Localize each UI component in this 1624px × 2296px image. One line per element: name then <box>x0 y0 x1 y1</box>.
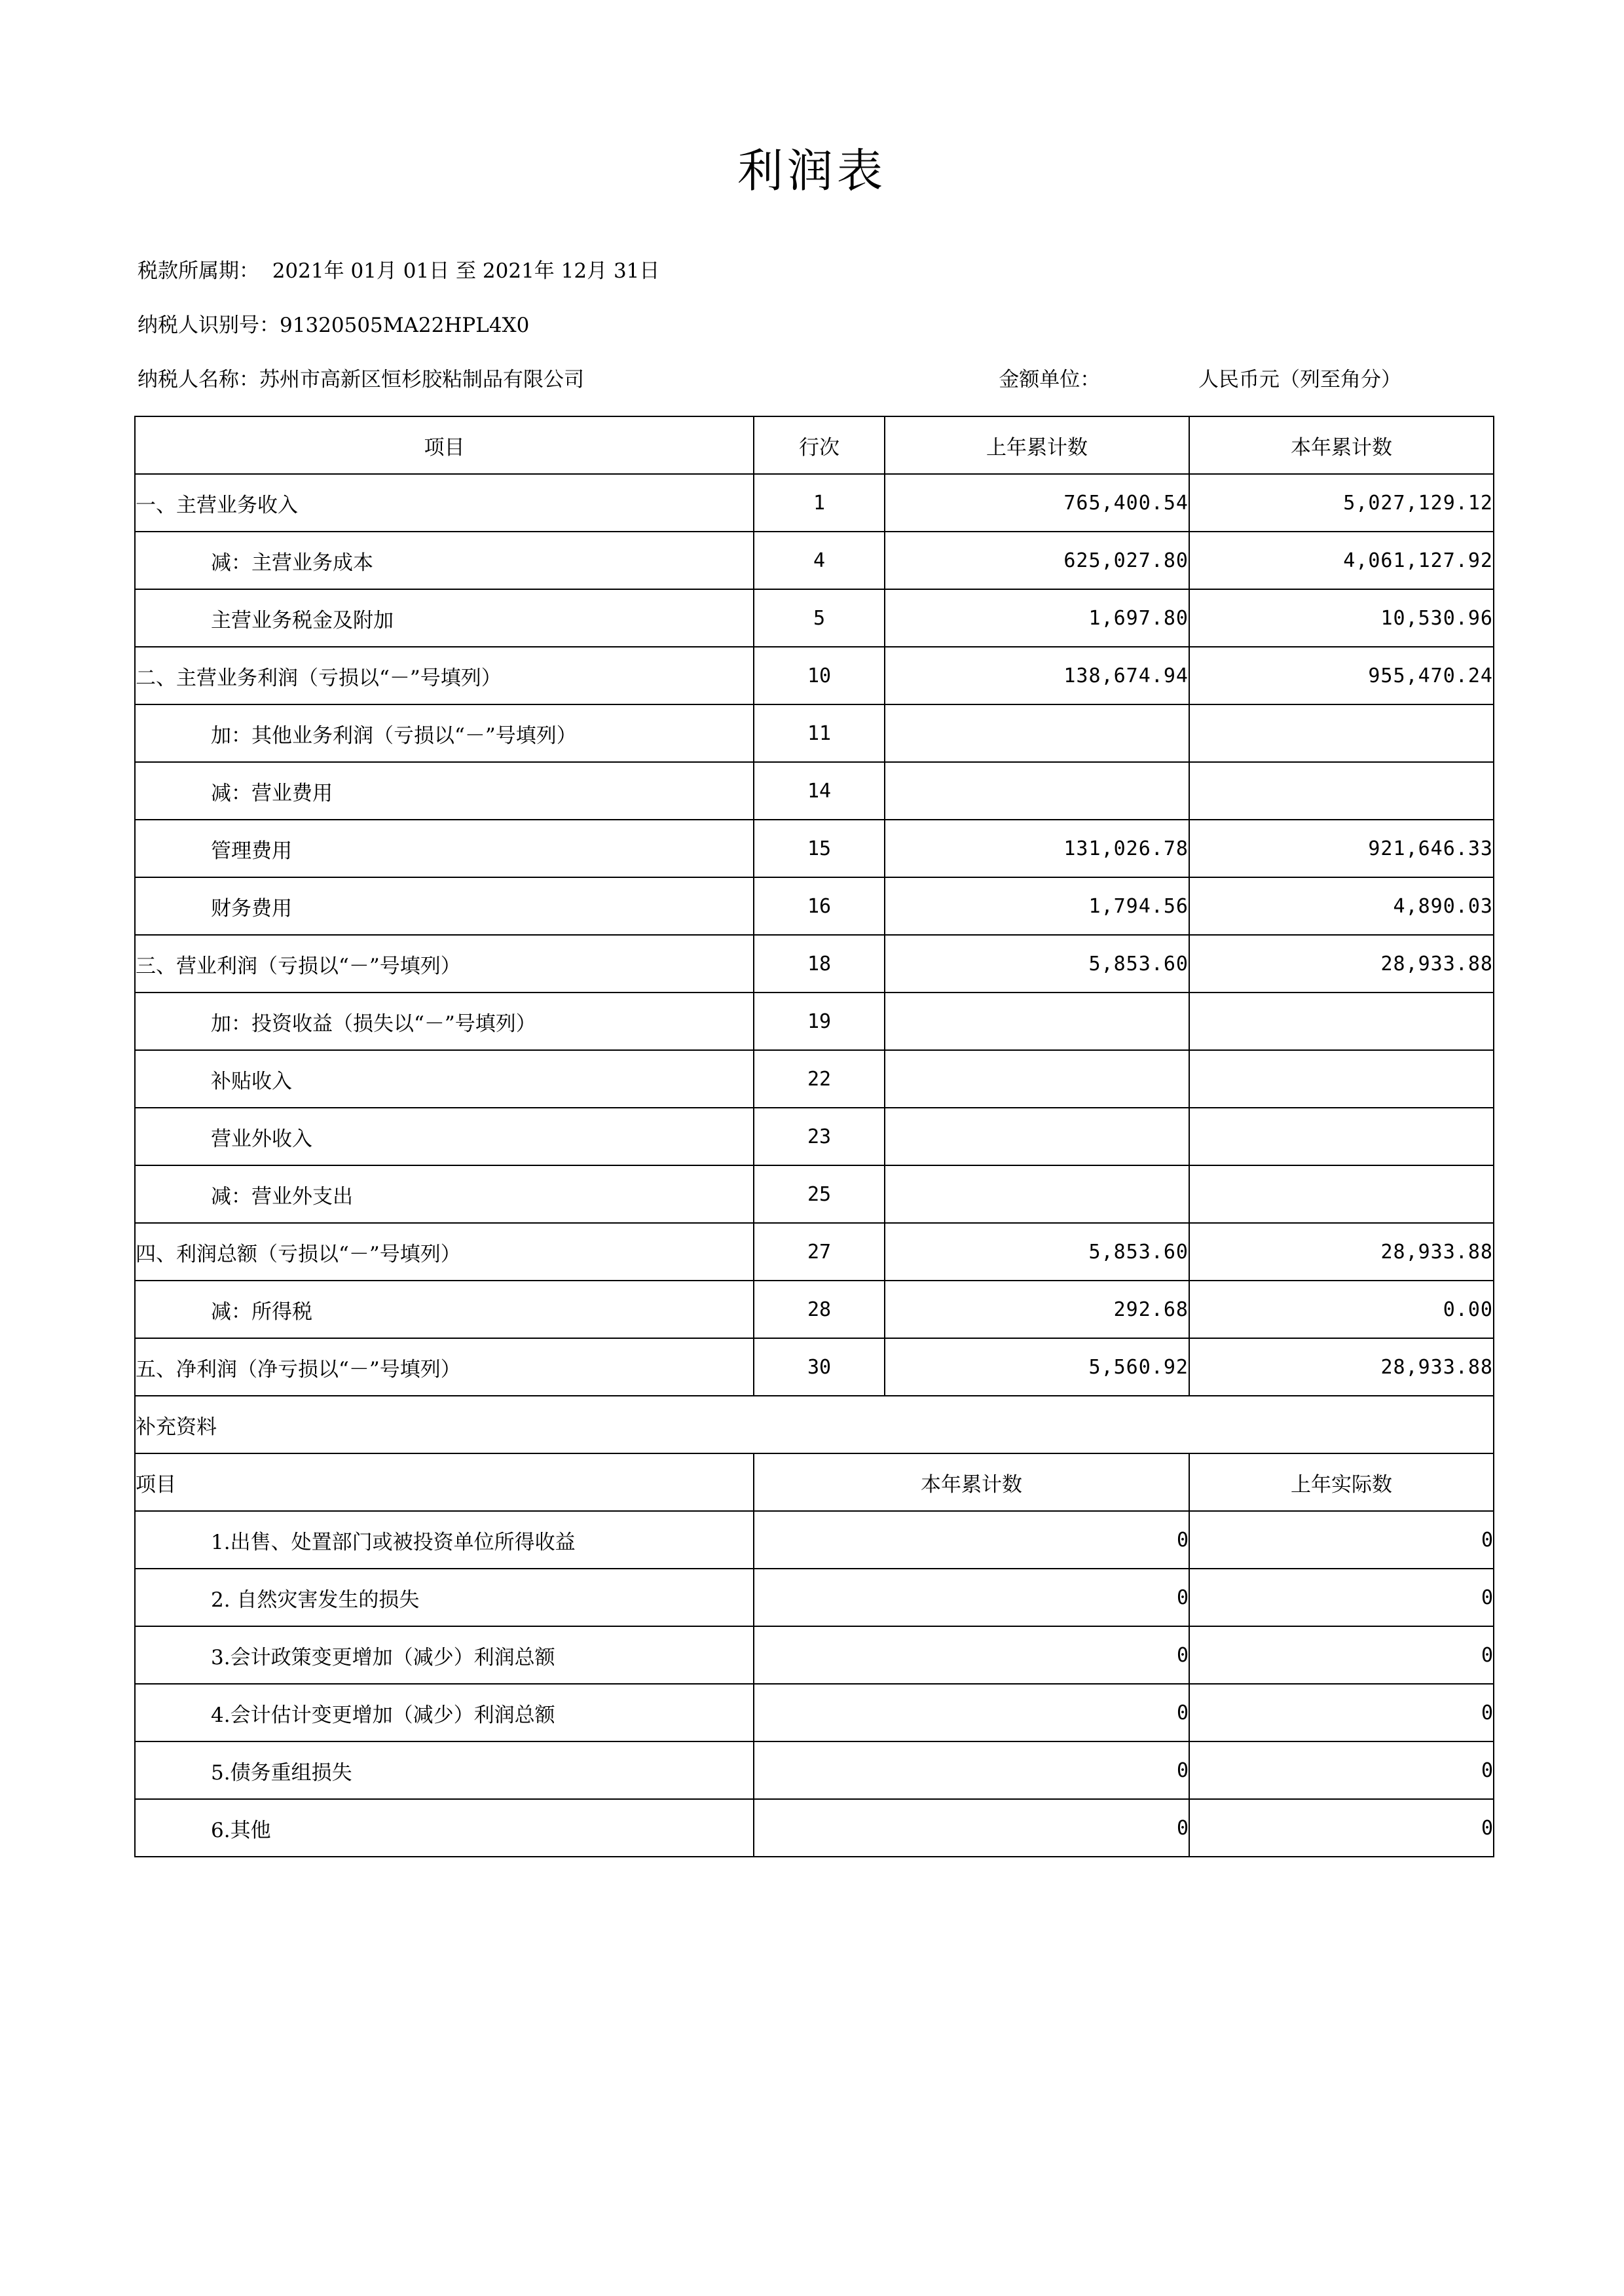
row-line: 10 <box>754 647 885 704</box>
supplement-item-label: 2. 自然灾害发生的损失 <box>211 1588 420 1612</box>
row-line: 18 <box>754 935 885 993</box>
row-line: 27 <box>754 1223 885 1281</box>
table-row <box>135 1165 1494 1223</box>
row-line: 5 <box>754 589 885 647</box>
row-item <box>135 589 754 647</box>
row-prev: 5,560.92 <box>885 1338 1189 1396</box>
row-prev: 131,026.78 <box>885 820 1189 877</box>
row-line: 4 <box>754 532 885 589</box>
supplement-item <box>135 1684 754 1741</box>
document-meta <box>138 254 1486 392</box>
row-curr: 28,933.88 <box>1189 935 1494 993</box>
supplement-row <box>135 1626 1494 1684</box>
supplement-prev: 0 <box>1189 1511 1494 1569</box>
row-item-label: 加：投资收益（损失以“－”号填列） <box>211 1011 536 1036</box>
supplement-curr: 0 <box>754 1626 1189 1684</box>
supplement-item-label: 4.会计估计变更增加（减少）利润总额 <box>211 1703 555 1727</box>
row-line: 23 <box>754 1108 885 1165</box>
row-item-label: 一、主营业务收入 <box>136 493 298 517</box>
header-curr-year: 本年累计数 <box>1189 416 1494 474</box>
row-item <box>135 532 754 589</box>
table-row <box>135 647 1494 704</box>
supplement-prev: 0 <box>1189 1626 1494 1684</box>
row-item-label: 加：其他业务利润（亏损以“－”号填列） <box>211 723 577 748</box>
supplement-header-curr: 本年累计数 <box>754 1453 1189 1511</box>
amount-unit-label: 金额单位： <box>999 368 1101 392</box>
row-line: 30 <box>754 1338 885 1396</box>
row-curr: 28,933.88 <box>1189 1223 1494 1281</box>
supplement-item <box>135 1741 754 1799</box>
row-item-label: 二、主营业务利润（亏损以“－”号填列） <box>136 666 502 690</box>
supplement-curr: 0 <box>754 1684 1189 1741</box>
row-prev: 292.68 <box>885 1281 1189 1338</box>
table-row <box>135 877 1494 935</box>
supplement-row <box>135 1799 1494 1857</box>
row-item <box>135 1223 754 1281</box>
row-prev: 765,400.54 <box>885 474 1189 532</box>
row-item <box>135 1165 754 1223</box>
row-item <box>135 820 754 877</box>
taxpayer-name-label: 纳税人名称： <box>138 368 259 392</box>
row-curr <box>1189 1165 1494 1223</box>
row-curr <box>1189 704 1494 762</box>
income-statement-table <box>134 416 1494 1857</box>
row-curr <box>1189 993 1494 1050</box>
row-prev: 1,794.56 <box>885 877 1189 935</box>
table-row <box>135 1050 1494 1108</box>
header-prev-year: 上年累计数 <box>885 416 1189 474</box>
supplement-row <box>135 1741 1494 1799</box>
supplement-item <box>135 1799 754 1857</box>
row-item <box>135 1050 754 1108</box>
supplement-prev: 0 <box>1189 1799 1494 1857</box>
table-row <box>135 762 1494 820</box>
row-prev: 1,697.80 <box>885 589 1189 647</box>
table-row <box>135 1281 1494 1338</box>
row-item-label: 营业外收入 <box>211 1127 312 1151</box>
row-item-label: 三、营业利润（亏损以“－”号填列） <box>136 954 461 978</box>
row-curr: 4,061,127.92 <box>1189 532 1494 589</box>
taxpayer-id-label: 纳税人识别号： <box>138 314 280 337</box>
row-item-label: 财务费用 <box>211 896 292 920</box>
supplement-curr: 0 <box>754 1799 1189 1857</box>
row-item <box>135 1108 754 1165</box>
row-line: 28 <box>754 1281 885 1338</box>
row-prev <box>885 1050 1189 1108</box>
supplement-prev: 0 <box>1189 1741 1494 1799</box>
row-item <box>135 647 754 704</box>
row-prev: 5,853.60 <box>885 1223 1189 1281</box>
row-line: 11 <box>754 704 885 762</box>
row-curr: 0.00 <box>1189 1281 1494 1338</box>
taxpayer-name-value: 苏州市高新区恒杉胶粘制品有限公司 <box>259 368 584 392</box>
table-row <box>135 532 1494 589</box>
row-item-label: 主营业务税金及附加 <box>211 608 394 632</box>
table-row <box>135 820 1494 877</box>
period-label: 税款所属期： <box>138 259 259 283</box>
row-prev <box>885 1108 1189 1165</box>
meta-row-taxpayer-name <box>138 363 1486 392</box>
supplement-item <box>135 1626 754 1684</box>
meta-row-taxpayer-id <box>138 308 1486 338</box>
supplement-prev: 0 <box>1189 1684 1494 1741</box>
table-row <box>135 935 1494 993</box>
row-curr <box>1189 1050 1494 1108</box>
header-item: 项目 <box>135 416 754 474</box>
row-item <box>135 877 754 935</box>
supplement-prev: 0 <box>1189 1569 1494 1626</box>
row-item <box>135 762 754 820</box>
row-curr: 10,530.96 <box>1189 589 1494 647</box>
row-curr <box>1189 762 1494 820</box>
row-item-label: 管理费用 <box>211 839 292 863</box>
supplement-row <box>135 1511 1494 1569</box>
supplement-section-row <box>135 1396 1494 1453</box>
row-prev <box>885 993 1189 1050</box>
row-curr: 28,933.88 <box>1189 1338 1494 1396</box>
amount-unit-value: 人民币元（列至角分） <box>1185 368 1401 392</box>
row-item <box>135 1338 754 1396</box>
supplement-title: 补充资料 <box>135 1396 1494 1453</box>
supplement-header-item: 项目 <box>135 1453 754 1511</box>
row-curr <box>1189 1108 1494 1165</box>
header-line: 行次 <box>754 416 885 474</box>
supplement-curr: 0 <box>754 1511 1189 1569</box>
row-line: 14 <box>754 762 885 820</box>
row-line: 1 <box>754 474 885 532</box>
supplement-row <box>135 1684 1494 1741</box>
row-prev <box>885 704 1189 762</box>
row-item-label: 减：营业费用 <box>211 781 333 805</box>
supplement-header-prev: 上年实际数 <box>1189 1453 1494 1511</box>
supplement-item <box>135 1569 754 1626</box>
table-row <box>135 1338 1494 1396</box>
row-line: 19 <box>754 993 885 1050</box>
row-item-label: 补贴收入 <box>211 1069 292 1093</box>
supplement-item-label: 5.债务重组损失 <box>211 1760 352 1785</box>
row-item-label: 五、净利润（净亏损以“－”号填列） <box>136 1357 461 1381</box>
row-item-label: 减：营业外支出 <box>211 1184 353 1209</box>
table-row <box>135 474 1494 532</box>
table-header-row <box>135 416 1494 474</box>
row-curr: 4,890.03 <box>1189 877 1494 935</box>
supplement-item-label: 3.会计政策变更增加（减少）利润总额 <box>211 1645 555 1669</box>
page-title: 利润表 <box>737 144 887 198</box>
table-row <box>135 589 1494 647</box>
row-item <box>135 704 754 762</box>
row-prev <box>885 762 1189 820</box>
row-item <box>135 993 754 1050</box>
table-row <box>135 1108 1494 1165</box>
supplement-curr: 0 <box>754 1741 1189 1799</box>
row-curr: 5,027,129.12 <box>1189 474 1494 532</box>
row-item <box>135 935 754 993</box>
supplement-item-label: 6.其他 <box>211 1818 271 1842</box>
row-item-label: 四、利润总额（亏损以“－”号填列） <box>136 1242 461 1266</box>
row-item-label: 减：所得税 <box>211 1300 312 1324</box>
row-prev: 5,853.60 <box>885 935 1189 993</box>
row-prev: 138,674.94 <box>885 647 1189 704</box>
row-prev: 625,027.80 <box>885 532 1189 589</box>
row-line: 15 <box>754 820 885 877</box>
supplement-item-label: 1.出售、处置部门或被投资单位所得收益 <box>211 1530 576 1554</box>
row-prev <box>885 1165 1189 1223</box>
row-line: 22 <box>754 1050 885 1108</box>
row-line: 25 <box>754 1165 885 1223</box>
supplement-item <box>135 1511 754 1569</box>
row-curr: 921,646.33 <box>1189 820 1494 877</box>
supplement-curr: 0 <box>754 1569 1189 1626</box>
row-item <box>135 474 754 532</box>
supplement-row <box>135 1569 1494 1626</box>
period-value: 2021年 01月 01日 至 2021年 12月 31日 <box>259 259 660 283</box>
table-row <box>135 704 1494 762</box>
row-curr: 955,470.24 <box>1189 647 1494 704</box>
supplement-header-row <box>135 1453 1494 1511</box>
table-row <box>135 1223 1494 1281</box>
row-line: 16 <box>754 877 885 935</box>
row-item <box>135 1281 754 1338</box>
table-row <box>135 993 1494 1050</box>
meta-row-period <box>138 254 1486 283</box>
row-item-label: 减：主营业务成本 <box>211 551 373 575</box>
taxpayer-id-value: 91320505MA22HPL4X0 <box>280 314 530 337</box>
